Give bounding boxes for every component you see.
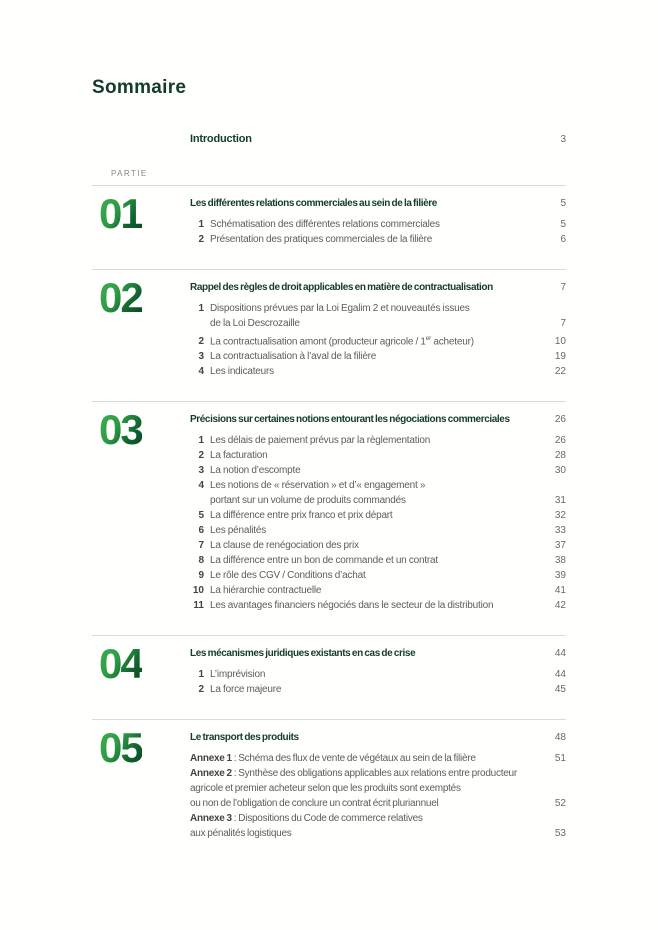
section-title: Le transport des produits	[190, 732, 299, 744]
section-number: 04	[99, 640, 142, 688]
item-page-number: 10	[554, 336, 566, 348]
annexe-row	[190, 766, 566, 781]
section-body	[190, 731, 566, 841]
section-body	[190, 647, 566, 697]
section-01	[92, 185, 566, 269]
section-body	[190, 413, 566, 613]
section-number-column	[92, 274, 190, 379]
section-title: Précisions sur certaines notions entourant les négociations commerciales	[190, 414, 510, 426]
item-number: 1	[198, 669, 204, 681]
item-text: portant sur un volume de produits commandés	[210, 495, 406, 507]
toc-item-row	[190, 349, 566, 364]
annexe-page-number: 53	[554, 828, 566, 840]
toc-item-row	[190, 538, 566, 553]
section-title-row	[190, 281, 566, 294]
annexe-text: agricole et premier acheteur selon que les produits sont exemptés	[190, 783, 461, 795]
item-page-number: 44	[554, 669, 566, 681]
item-page-number: 6	[560, 234, 566, 245]
annexe-label: Annexe 3	[190, 813, 232, 825]
section-page-number: 5	[560, 198, 566, 209]
toc-item-row	[190, 508, 566, 523]
item-text: Les avantages financiers négociés dans le secteur de la distribution	[210, 600, 494, 612]
item-number: 9	[198, 570, 204, 582]
toc-item-row	[190, 331, 566, 349]
item-page-number: 7	[560, 318, 566, 329]
item-number: 4	[198, 480, 204, 492]
section-05	[92, 719, 566, 863]
item-page-number: 26	[554, 435, 566, 447]
partie-label: PARTIE	[111, 169, 148, 178]
toc-item-row	[190, 433, 566, 448]
toc-item-row	[190, 217, 566, 232]
annexe-page-number: 52	[554, 798, 566, 810]
item-text-post: acheteur)	[431, 336, 474, 348]
section-title-row	[190, 197, 566, 210]
page-title: Sommaire	[92, 77, 187, 98]
item-text: La notion d’escompte	[210, 465, 301, 477]
section-04	[92, 635, 566, 719]
item-text: de la Loi Descrozaille	[210, 318, 300, 329]
toc-item-continuation-row	[190, 493, 566, 508]
intro-row	[190, 132, 566, 147]
section-page-number: 48	[554, 732, 566, 744]
item-number: 2	[198, 234, 204, 245]
item-text: La force majeure	[210, 684, 282, 696]
toc-item-row	[190, 598, 566, 613]
toc-item-row	[190, 553, 566, 568]
section-number: 01	[99, 190, 142, 237]
item-page-number: 28	[554, 450, 566, 462]
section-title: Rappel des règles de droit applicables en matière de contractualisation	[190, 282, 493, 293]
annexe-row	[190, 751, 566, 766]
annexe-continuation-row	[190, 781, 566, 796]
item-page-number: 32	[554, 510, 566, 522]
item-number: 6	[198, 525, 204, 537]
item-number: 1	[198, 435, 204, 447]
section-number: 02	[99, 274, 142, 321]
toc-item-row	[190, 232, 566, 247]
section-body	[190, 197, 566, 247]
item-page-number: 33	[554, 525, 566, 537]
item-text: La hiérarchie contractuelle	[210, 585, 322, 597]
item-page-number: 37	[554, 540, 566, 552]
item-text: Les notions de « réservation » et d’« engagement »	[210, 480, 426, 492]
section-number-column	[92, 190, 190, 247]
item-page-number: 30	[554, 465, 566, 477]
section-02	[92, 269, 566, 401]
annexes-list	[190, 751, 566, 841]
item-page-number: 42	[554, 600, 566, 612]
section-page-number: 26	[554, 414, 566, 426]
item-page-number: 19	[554, 351, 566, 363]
section-title: Les différentes relations commerciales au sein de la filière	[190, 198, 437, 209]
annexe-text: Annexe 2 : Synthèse des obligations applicables aux relations entre producteur	[190, 768, 517, 780]
item-text: Les pénalités	[210, 525, 267, 537]
section-title-row	[190, 413, 566, 426]
item-text: Présentation des pratiques commerciales de la filière	[210, 234, 433, 245]
section-page-number: 44	[554, 648, 566, 660]
section-title-row	[190, 647, 566, 660]
item-text: La différence entre prix franco et prix départ	[210, 510, 393, 522]
item-number: 2	[198, 450, 204, 462]
annexe-text: Annexe 3 : Dispositions du Code de commerce relatives	[190, 813, 423, 825]
item-number: 3	[198, 351, 204, 363]
toc-item-row	[190, 682, 566, 697]
item-page-number: 45	[554, 684, 566, 696]
toc-item-row	[190, 583, 566, 598]
item-text: La contractualisation à l’aval de la filière	[210, 351, 377, 363]
toc-item-continuation-row	[190, 316, 566, 331]
item-number: 2	[198, 336, 204, 348]
item-page-number: 5	[560, 219, 566, 230]
section-title-row	[190, 731, 566, 744]
item-page-number: 31	[554, 495, 566, 507]
item-number: 3	[198, 465, 204, 477]
item-number: 1	[198, 219, 204, 230]
toc-item-row	[190, 667, 566, 682]
section-number-column	[92, 406, 190, 613]
item-text: Les délais de paiement prévus par la règlementation	[210, 435, 431, 447]
section-number: 05	[99, 724, 142, 772]
item-page-number: 38	[554, 555, 566, 567]
toc-item-row	[190, 523, 566, 538]
section-number-column	[92, 724, 190, 841]
item-number: 11	[193, 600, 204, 612]
superscript-er: er	[425, 335, 432, 342]
toc-item-row	[190, 301, 566, 316]
item-text	[210, 331, 546, 349]
intro-label: Introduction	[190, 133, 252, 145]
toc-item-row	[190, 463, 566, 478]
item-number: 10	[192, 585, 204, 597]
annexe-row	[190, 811, 566, 826]
item-page-number: 22	[554, 366, 566, 378]
item-page-number: 41	[554, 585, 566, 597]
item-text-pre: La contractualisation amont (producteur agricole / 1	[210, 336, 426, 348]
item-text: Dispositions prévues par la Loi Egalim 2 et nouveautés issues	[210, 303, 470, 314]
item-number: 7	[198, 540, 204, 552]
toc-item-row	[190, 568, 566, 583]
section-page-number: 7	[560, 282, 566, 293]
item-number: 1	[198, 303, 204, 314]
item-text: Les indicateurs	[210, 366, 274, 378]
item-text: L’imprévision	[210, 669, 266, 681]
item-text: Schématisation des différentes relations commerciales	[210, 219, 440, 230]
annexe-page-number: 51	[554, 753, 566, 765]
toc-item-row	[190, 448, 566, 463]
item-number: 5	[198, 510, 204, 522]
annexe-text: ou non de l’obligation de conclure un contrat écrit pluriannuel	[190, 798, 439, 810]
annexe-label: Annexe 1	[190, 753, 232, 765]
section-03	[92, 401, 566, 635]
toc-item-row	[190, 364, 566, 379]
section-title: Les mécanismes juridiques existants en cas de crise	[190, 648, 416, 660]
item-text: Le rôle des CGV / Conditions d’achat	[210, 570, 366, 582]
annexe-text: Annexe 1 : Schéma des flux de vente de végétaux au sein de la filière	[190, 753, 476, 765]
item-text: La facturation	[210, 450, 268, 462]
item-number: 2	[198, 684, 204, 696]
toc-item-row	[190, 478, 566, 493]
item-page-number: 39	[554, 570, 566, 582]
section-number: 03	[99, 406, 142, 454]
section-body	[190, 281, 566, 379]
item-number: 4	[198, 366, 204, 378]
intro-page-number: 3	[560, 134, 566, 145]
annexe-continuation-row	[190, 826, 566, 841]
annexe-text: aux pénalités logistiques	[190, 828, 292, 840]
item-text: La différence entre un bon de commande et un contrat	[210, 555, 438, 567]
annexe-label: Annexe 2	[190, 768, 232, 780]
item-text: La clause de renégociation des prix	[210, 540, 359, 552]
item-number: 8	[198, 555, 204, 567]
section-number-column	[92, 640, 190, 697]
annexe-continuation-row	[190, 796, 566, 811]
